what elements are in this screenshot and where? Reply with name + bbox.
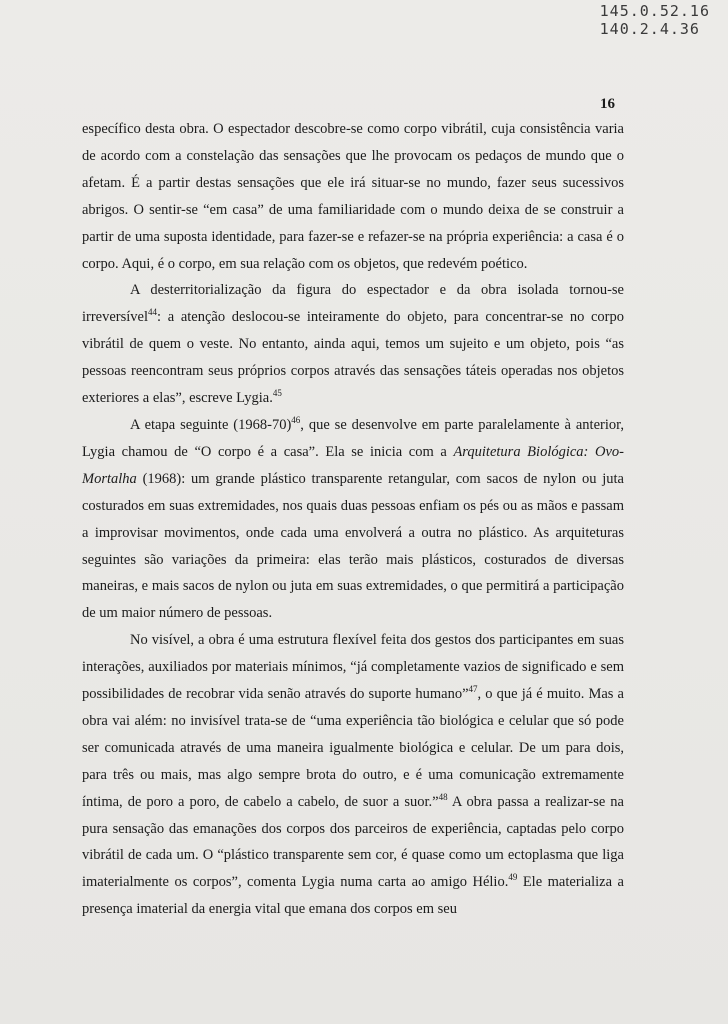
text-run: : a atenção deslocou-se inteiramente do objeto, para concentrar-se no corpo vibrátil de quem o veste. No entanto, ainda aqui, temos um sujeito e um objeto, pois “as pessoas reencontram seus próprios corpos através das sensações táteis operadas nos objetos exteriores a elas”, escreve Lygia. xyxy=(82,309,624,407)
text-run: A etapa seguinte (1968-70) xyxy=(130,416,292,433)
text-run: Ele materializa a presença imaterial da energia vital que emana dos corpos em seu xyxy=(82,874,624,918)
text-run: A desterritorialização da figura do espectador e da obra isolada tornou-se irreversível xyxy=(82,282,624,326)
paragraph-3 xyxy=(82,412,624,627)
footnote-marker: 45 xyxy=(272,388,282,399)
italic-title: Arquitetura Biológica: Ovo-Mortalha xyxy=(82,443,624,487)
text-run: , o que já é muito. Mas a obra vai além: no invisível trata-se de “uma experiência tão biológica e celular que só pode ser comunicada através de uma maneira igualmente biológica e celular. De um para dois, para três ou mais, mas algo sempre brota do outro, e é uma comunicação extremamente íntima, de poro a poro, de cabelo a cabelo, de suor a suor.” xyxy=(82,686,624,810)
text-run: , que se desenvolve em parte paralelamente à anterior, Lygia chamou de “O corpo é a casa”. Ela se inicia com a xyxy=(82,416,624,460)
paragraph-2 xyxy=(82,277,624,412)
footnote-marker: 48 xyxy=(438,791,448,802)
paragraph-1 xyxy=(82,116,624,277)
footnote-marker: 47 xyxy=(468,684,478,695)
handwritten-line-1: 145.0.52.16 xyxy=(599,2,710,20)
handwritten-annotation xyxy=(600,2,710,38)
footnote-marker: 49 xyxy=(508,872,518,883)
body-text xyxy=(82,116,624,923)
paragraph-4 xyxy=(82,627,624,923)
text-run: (1968): um grande plástico transparente retangular, com sacos de nylon ou juta costurados em suas extremidades, nos quais duas pessoas enfiam os pés ou as mãos e passam a improvisar movimentos, onde cada uma envolverá a outra no plástico. As arquiteturas seguintes são variações da primeira: elas terão mais plásticos, costurados de diversas maneiras, e mais sacos de nylon ou juta em suas extremidades, o que permitirá a participação de um maior número de pessoas. xyxy=(82,470,624,622)
footnote-marker: 44 xyxy=(148,307,158,318)
handwritten-line-2: 140.2.4.36 xyxy=(599,20,700,38)
text-run: No visível, a obra é uma estrutura flexível feita dos gestos dos participantes em suas interações, auxiliados por materiais mínimos, “já completamente vazios de significado e sem possibilidades de recobrar vida senão através do suporte humano” xyxy=(82,632,624,703)
footnote-marker: 46 xyxy=(291,414,301,425)
text-run: A obra passa a realizar-se na pura sensação das emanações dos corpos dos parceiros de experiência, captadas pelo corpo vibrátil de cada um. O “plástico transparente sem cor, é quase como um ectoplasma que liga imaterialmente os corpos”, comenta Lygia numa carta ao amigo Hélio. xyxy=(82,793,624,891)
page-number: 16 xyxy=(600,96,615,112)
text-run: específico desta obra. O espectador descobre-se como corpo vibrátil, cuja consistência varia de acordo com a constelação das sensações que lhe provocam os pedaços de mundo que o afetam. É a partir destas sensações que ele irá situar-se no mundo, fazer seus sucessivos abrigos. O sentir-se “em casa” de uma familiaridade com o mundo deixa de se construir a partir de uma suposta identidade, para fazer-se e refazer-se na própria experiência: a casa é o corpo. Aqui, é o corpo, em sua relação com os objetos, que redevém poético. xyxy=(82,121,624,272)
